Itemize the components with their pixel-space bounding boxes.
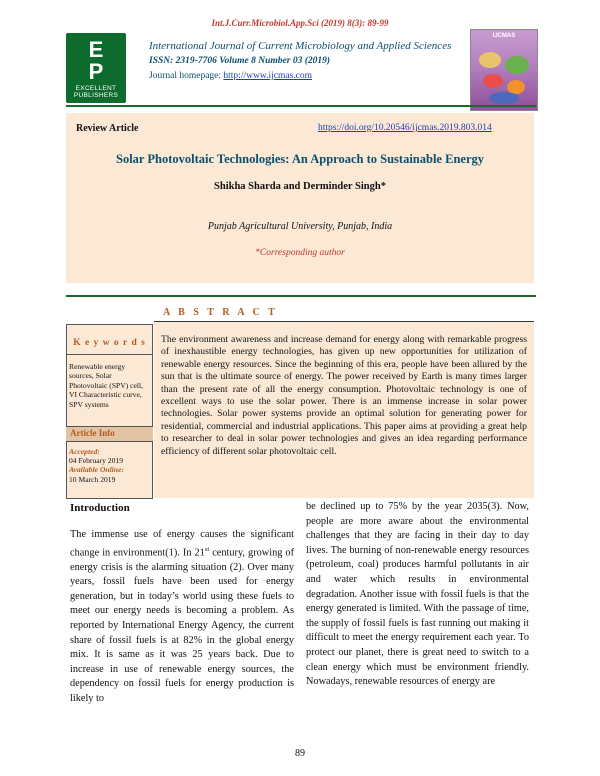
superscript-st: st [204,545,210,553]
issn-line: ISSN: 2319-7706 Volume 8 Number 03 (2019) [149,56,331,66]
corresponding-author-note: *Corresponding author [255,248,345,258]
publisher-logo [66,33,126,103]
available-online-label: Available Online: [69,465,124,474]
page-number: 89 [295,748,305,759]
accepted-label: Accepted: [69,447,100,456]
cover-title: IJCMAS [492,33,516,39]
available-online-date: 10 March 2019 [69,475,116,484]
body-text-left-a: The immense use of energy causes the significant change in environment(1). In 21 [70,529,294,559]
keywords-list: Renewable energy sources, Solar Photovoltaic (SPV) cell, VI Characteristic curve, SPV systems [69,362,144,409]
accepted-date: 04 February 2019 [69,456,123,465]
paper-title: Solar Photovoltaic Technologies: An Approach to Sustainable Energy [116,152,484,166]
running-head: Int.J.Curr.Microbiol.App.Sci (2019) 8(3): 89-99 [211,18,389,28]
logo-text: EXCELLENT PUBLISHERS [73,85,119,99]
article-type: Review Article [76,123,139,134]
journal-title: International Journal of Current Microbiology and Applied Sciences [149,40,452,52]
homepage-label: Journal homepage: [149,71,224,81]
header-rule [66,105,536,107]
journal-homepage [149,71,312,81]
body-column-left [70,528,294,707]
authors: Shikha Sharda and Derminder Singh* [214,181,386,192]
doi-link[interactable]: https://doi.org/10.20546/ijcmas.2019.803.014 [318,123,492,133]
keywords-heading: K e y w o r d s [73,338,146,348]
section-heading-introduction: Introduction [70,502,130,514]
keywords-rule [66,354,153,355]
abstract-heading: A B S T R A C T [163,307,278,318]
article-info-heading: Article Info [70,428,115,438]
journal-cover-image [470,29,538,111]
homepage-link[interactable]: http://www.ijcmas.com [223,71,312,81]
body-text-left-b: century, growing of energy crisis is the alarming situation (2). Over many years, fossil fuels have been used for energy generation, but in today’s world using these fuels to meet our energy needs is becoming a problem. As reported by International Energy Agency, the current share of fossil fuels is at 82% in the global energy mix. It is same as it was 25 years back. Due to increase in use of renewable energy sources, the dependency on fossil fuels for energy production is likely to [70,547,294,704]
section-rule [66,295,536,297]
body-column-right: be declined up to 75% by the year 2035(3). Now, people are more aware about the environmental challenges that they are facing in their day to day lives. The burning of non-renewable energy resources (petroleum, coal) produces harmful pollutants in air and water which results in environmental degradation. Another issue with fossil fuels is that the energy generated is limited. With the passage of time, the supply of fossil fuels is fast running out making it difficult to meet the energy requirement each year. To protect our planet, there is great need to switch to a clean energy which must be environment friendly. Nowadays, renewable resources of energy are [306,501,529,688]
affiliation: Punjab Agricultural University, Punjab, India [207,221,393,232]
logo-letters: E P [88,37,104,84]
abstract-text: The environment awareness and increase demand for energy along with remarkable progress of inexhaustible energy technologies, has given up new opportunities for utilization of renewable energy resources. Since the beginning of this era, people have been allured by the sun that is the ultimate source of energy. The power received by Earth is many times larger than the present rate of all the energy consumption. Photovoltaic technology is one of excellent ways to use the solar power. There is an immense increase in solar power technologies. Solar power systems provide an optimal solution for generating power for residential, commercial and industrial applications. This paper aims at providing a great help to researcher to deal in solar power technologies and gives an idea regarding performance efficiency of different solar photovoltaic cell. [161,334,527,457]
